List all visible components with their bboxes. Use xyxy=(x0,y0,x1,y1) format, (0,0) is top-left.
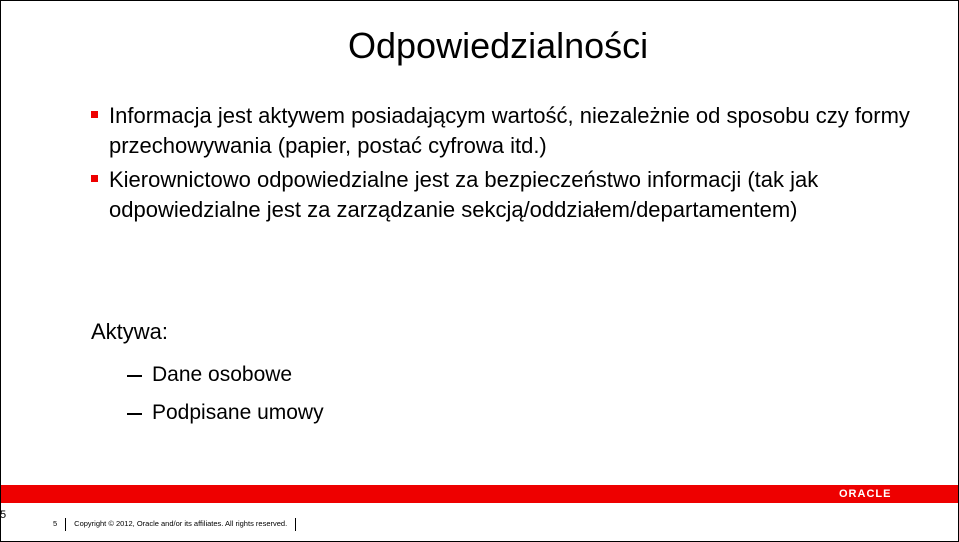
footer-separator xyxy=(295,518,296,531)
footer-copyright: Copyright © 2012, Oracle and/or its affiliates. All rights reserved. xyxy=(74,519,288,528)
slide-title: Odpowiedzialności xyxy=(348,25,649,66)
asset-item xyxy=(127,394,324,432)
bullet-item xyxy=(91,101,911,161)
asset-item xyxy=(127,356,324,394)
bullet-text: Informacja jest aktywem posiadającym wartość, niezależnie od sposobu czy formy przechowywania (papier, postać cyfrowa itd.) xyxy=(109,103,910,158)
bullet-text: Kierownictowo odpowiedzialne jest za bezpieczeństwo informacji (tak jak odpowiedzialne jest za zarządzanie sekcją/oddziałem/departamentem) xyxy=(109,167,819,222)
dash-bullet-icon xyxy=(127,375,142,377)
bullet-item xyxy=(91,165,911,225)
asset-text: Podpisane umowy xyxy=(152,401,324,424)
oracle-logo: ORACLE xyxy=(839,488,892,500)
assets-heading: Aktywa: xyxy=(91,319,169,344)
footer-page-number: 5 xyxy=(53,519,58,528)
dash-bullet-icon xyxy=(127,413,142,415)
footer-separator xyxy=(65,518,66,531)
square-bullet-icon xyxy=(91,111,98,118)
square-bullet-icon xyxy=(91,175,98,182)
assets-list xyxy=(127,356,324,432)
footer-red-bar xyxy=(1,485,958,503)
slide-footer xyxy=(53,517,304,531)
bullet-list xyxy=(91,101,911,229)
asset-text: Dane osobowe xyxy=(152,363,293,386)
edge-page-number: 5 xyxy=(0,509,7,521)
